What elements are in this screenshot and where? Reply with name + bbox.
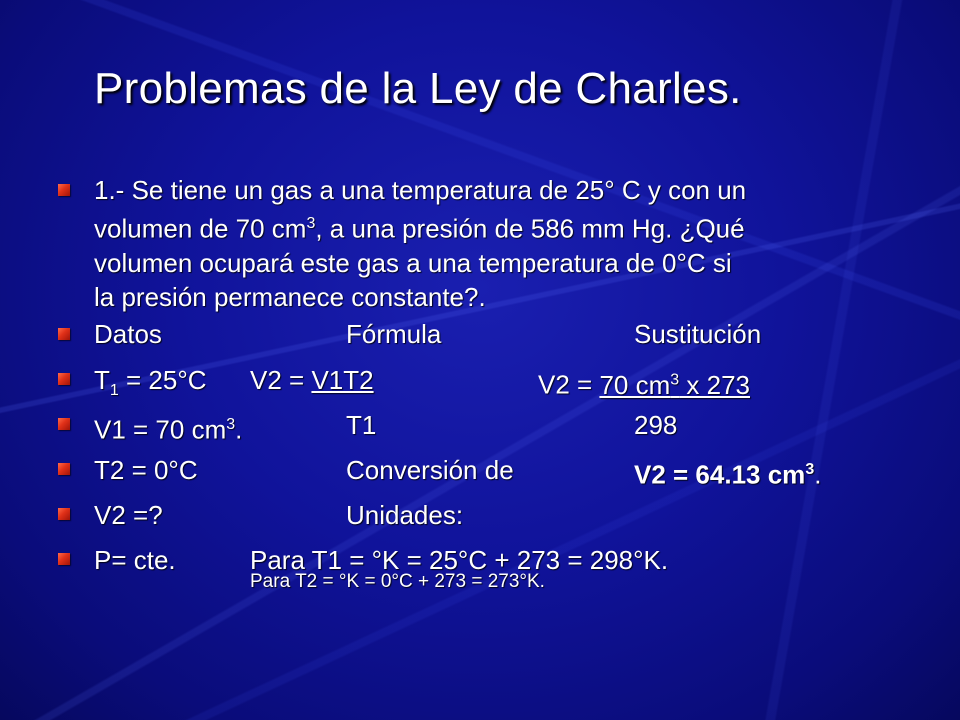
bullet-icon (58, 508, 70, 520)
bullet-icon (58, 418, 70, 430)
v1-text: V1 = 70 cm (94, 414, 227, 445)
datos-t2: T2 = 0°C (94, 455, 198, 485)
conversion-t1: Para T1 = °K = 25°C + 273 = 298°K. (250, 545, 669, 575)
datos-v1 (94, 408, 242, 447)
formula-lhs: V2 = (250, 365, 312, 395)
problem-line-4: la presión permanece constante?. (94, 281, 486, 312)
slide-title: Problemas de la Ley de Charles. (94, 64, 742, 113)
superscript: 3 (226, 416, 236, 433)
bullet-icon (58, 184, 70, 196)
substitution-lhs: V2 = (538, 369, 600, 400)
substitution-numerator-a: 70 cm (599, 369, 671, 400)
bullet-icon (58, 328, 70, 340)
superscript: 3 (805, 461, 815, 478)
formula-numerator: V1T2 (311, 365, 374, 395)
superscript: 3 (306, 215, 316, 232)
substitution-numerator (599, 370, 750, 400)
problem-line-2-b: , a una presión de 586 mm Hg. ¿Qué (315, 213, 745, 244)
header-formula: Fórmula (346, 319, 442, 349)
substitution-denominator: 298 (634, 410, 678, 440)
v1-period: . (235, 414, 243, 445)
header-datos: Datos (94, 319, 162, 349)
result-text: V2 = 64.13 cm (634, 459, 806, 490)
problem-line-2-a: volumen de 70 cm (94, 213, 307, 244)
bullet-icon (58, 553, 70, 565)
substitution-expression (538, 363, 750, 402)
problem-statement (94, 173, 914, 314)
bullet-icon (58, 373, 70, 385)
problem-line-1: 1.- Se tiene un gas a una temperatura de 25° C y con un (94, 175, 747, 205)
problem-line-2 (94, 207, 914, 246)
problem-line-3: volumen ocupará este gas a una temperatura de 0°C si (94, 247, 732, 278)
datos-v2: V2 =? (94, 500, 163, 530)
result-v2 (634, 453, 821, 492)
conversion-t2: Para T2 = °K = 0°C + 273 = 273°K. (250, 571, 545, 592)
units-label: Unidades: (346, 500, 464, 530)
header-sustitucion: Sustitución (634, 319, 762, 349)
datos-pressure: P= cte. (94, 545, 176, 575)
t-symbol: T (94, 365, 110, 395)
subscript: 1 (109, 382, 119, 400)
bullet-icon (58, 463, 70, 475)
result-period: . (814, 459, 822, 490)
t1-value: = 25°C (118, 365, 207, 395)
formula-charles (250, 363, 374, 397)
superscript: 3 (670, 371, 680, 388)
conversion-label: Conversión de (346, 455, 514, 485)
formula-denominator: T1 (346, 410, 377, 440)
datos-t1 (94, 363, 207, 408)
substitution-numerator-b: x 273 (679, 369, 750, 400)
